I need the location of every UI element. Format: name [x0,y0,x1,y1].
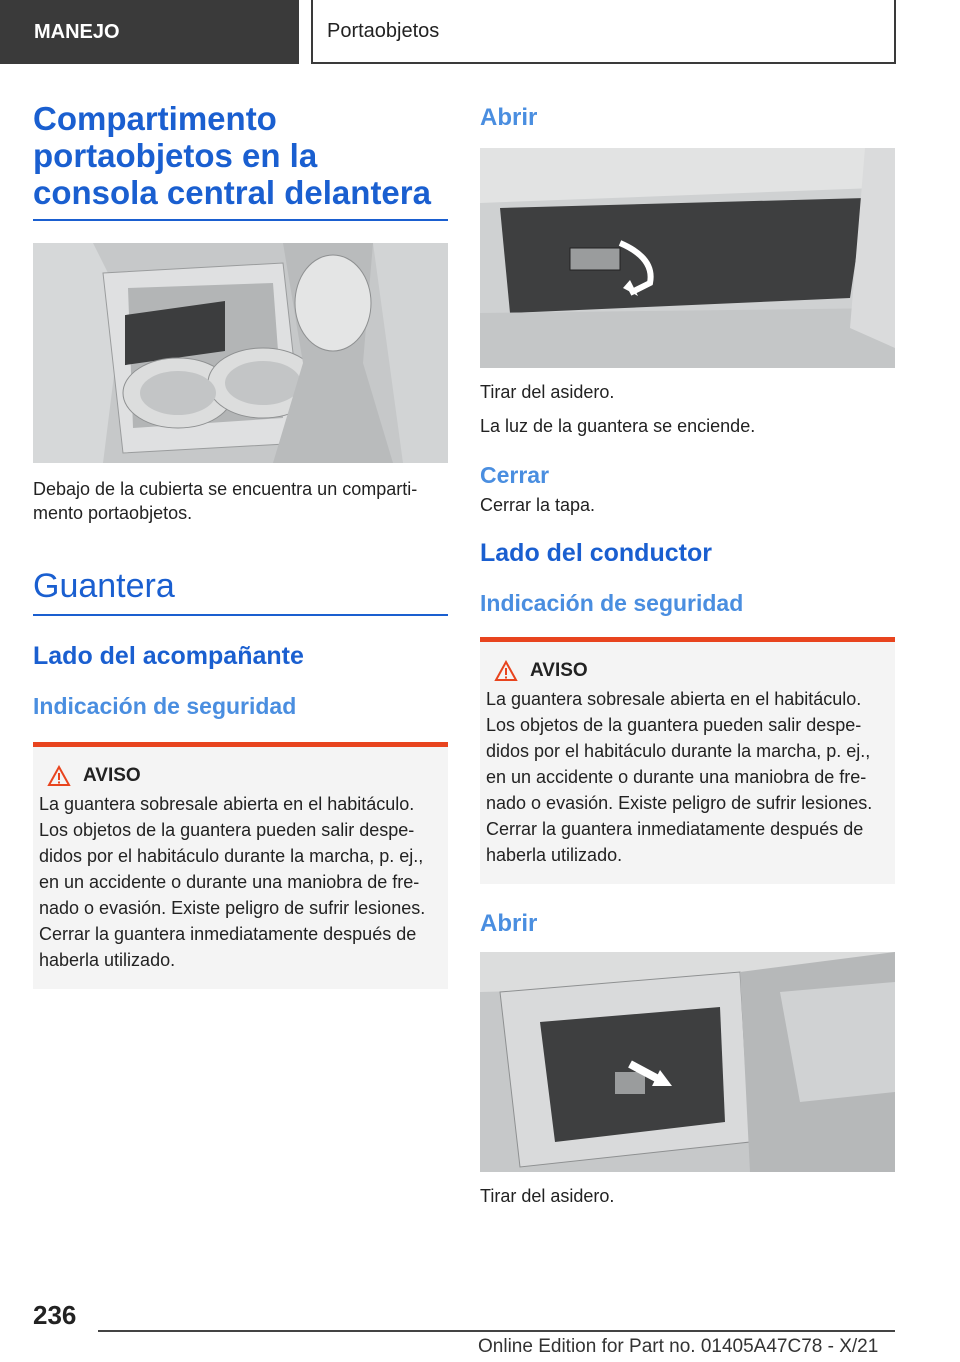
warning-text-driver: La guantera sobresale abierta en el habitáculo. Los objetos de la guantera pueden salir despe-didos por el habitáculo durante la marcha, p. ej., en un accidente o durante una maniobra de fre-nado o evasión. Existe peligro de sufrir lesiones. Cerrar la guantera inmediatamente después de haberla utilizado. [486,689,873,865]
console-caption: Debajo de la cubierta se encuentra un comparti-mento portaobjetos. [33,479,418,523]
warning-header [47,765,442,787]
pull-handle-text: Tirar del asidero. [480,382,615,402]
glovebox-title: Guantera [33,567,448,616]
driver-side-heading: Lado del conductor [480,539,712,567]
page-number: 236 [33,1300,77,1330]
section-tab [0,0,299,64]
close-heading: Cerrar [480,462,550,488]
console-compartment-image [33,243,448,463]
warning-box-driver [480,637,895,884]
warning-header-driver [494,660,889,682]
left-column [33,100,448,989]
pull-handle-text-driver: Tirar del asidero. [480,1186,615,1206]
open-heading-driver: Abrir [480,910,538,937]
safety-heading: Indicación de seguridad [33,693,297,719]
warning-label: AVISO [83,765,141,786]
driver-glovebox-image [480,952,895,1172]
topic-tab [311,0,896,64]
close-text: Cerrar la tapa. [480,495,596,515]
warning-text: La guantera sobresale abierta en el habitáculo. Los objetos de la guantera pueden salir despe-didos por el habitáculo durante la marcha, p. ej., en un accidente o durante una maniobra de fre-nado o evasión. Existe peligro de sufrir lesiones. Cerrar la guantera inmediatamente después de haberla utilizado. [39,794,426,970]
topic-label: Portaobjetos [327,19,440,42]
light-on-text: La luz de la guantera se enciende. [480,416,756,436]
warning-box [33,742,448,989]
footer-divider [98,1330,895,1332]
passenger-side-heading: Lado del acompañante [33,642,304,670]
right-column [480,100,895,1208]
safety-heading-driver: Indicación de seguridad [480,590,744,616]
edition-note: Online Edition for Part no. 01405A47C78 - X/21 [478,1336,879,1357]
warning-triangle-icon [494,660,518,682]
section-label: MANEJO [34,20,120,43]
glovebox-open-image [480,148,895,368]
console-compartment-title: Compartimento portaobjetos en la consola central delantera [33,100,448,221]
warning-triangle-icon [47,765,71,787]
warning-label-driver: AVISO [530,660,588,681]
open-heading: Abrir [480,104,538,131]
